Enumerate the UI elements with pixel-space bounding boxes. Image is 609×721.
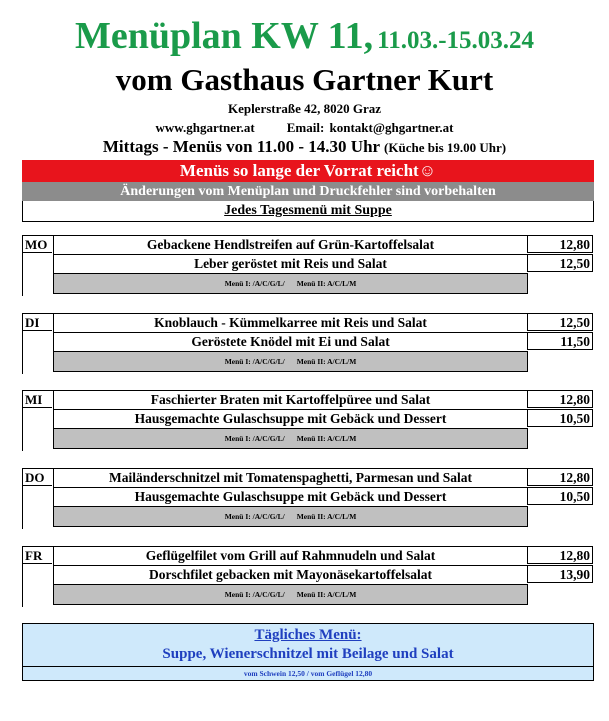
menu-price: 12,80 (527, 390, 593, 408)
allergen-info (53, 273, 528, 294)
email-link[interactable]: Email: kontakt@ghgartner.at (286, 120, 454, 135)
menu-item: Hausgemachte Gulaschsuppe mit Gebäck und Dessert (53, 487, 527, 507)
menu-item: Dorschfilet gebacken mit Mayonäsekartoffelsalat (53, 565, 527, 585)
contact-line (0, 120, 609, 136)
allergen-menu2: Menü II: A/C/L/M (296, 512, 357, 521)
menu-item: Geflügelfilet vom Grill auf Rahmnudeln und Salat (53, 546, 527, 566)
menu-price: 12,80 (527, 235, 593, 253)
allergen-menu1: Menü I: /A/C/G/L/ (224, 357, 285, 366)
menu-price: 10,50 (527, 409, 593, 427)
daily-menu-prices: vom Schwein 12,50 / vom Geflügel 12,80 (23, 666, 593, 678)
allergen-info (53, 428, 528, 449)
allergen-menu1: Menü I: /A/C/G/L/ (224, 590, 285, 599)
menu-item: Faschierter Braten mit Kartoffelpüree und Salat (53, 390, 527, 410)
day-block-fr (22, 546, 594, 608)
day-block-mi (22, 390, 594, 452)
menu-price: 10,50 (527, 487, 593, 505)
allergen-menu2: Menü II: A/C/L/M (296, 590, 357, 599)
day-block-do (22, 468, 594, 530)
menu-price: 11,50 (527, 332, 593, 350)
allergen-menu2: Menü II: A/C/L/M (296, 279, 357, 288)
day-label: MO (22, 235, 55, 296)
menu-price: 12,80 (527, 468, 593, 486)
restaurant-name: vom Gasthaus Gartner Kurt (115, 62, 494, 97)
page-title (0, 14, 609, 58)
menu-item: Knoblauch - Kümmelkarree mit Reis und Salat (53, 313, 527, 333)
allergen-menu2: Menü II: A/C/L/M (296, 357, 357, 366)
menu-item: Leber geröstet mit Reis und Salat (53, 254, 527, 274)
allergen-info (53, 506, 528, 527)
red-banner: Menüs so lange der Vorrat reicht☺ (22, 160, 594, 182)
daily-menu-text: Suppe, Wienerschnitzel mit Beilage und Salat (162, 646, 454, 662)
menu-item: Geröstete Knödel mit Ei und Salat (53, 332, 527, 352)
day-label: FR (22, 546, 55, 607)
day-label: DO (22, 468, 55, 529)
allergen-info (53, 584, 528, 605)
menu-price: 13,90 (527, 565, 593, 583)
daily-menu-heading: Tägliches Menü: (254, 627, 362, 643)
menu-price: 12,50 (527, 254, 593, 272)
day-label: DI (22, 313, 55, 374)
daily-menu-box (22, 623, 594, 681)
day-label: MI (22, 390, 55, 451)
menu-price: 12,80 (527, 546, 593, 564)
title-main: Menüplan KW 11, (74, 15, 374, 57)
day-block-mo (22, 235, 594, 297)
title-dates: 11.03.-15.03.24 (377, 27, 535, 54)
allergen-info (53, 351, 528, 372)
opening-hours (0, 137, 609, 157)
allergen-menu2: Menü II: A/C/L/M (296, 434, 357, 443)
menu-item: Gebackene Hendlstreifen auf Grün-Kartoffelsalat (53, 235, 527, 255)
allergen-menu1: Menü I: /A/C/G/L/ (224, 434, 285, 443)
kitchen-hours: (Küche bis 19.00 Uhr) (384, 140, 507, 155)
gray-banner: Änderungen vom Menüplan und Druckfehler sind vorbehalten (22, 182, 594, 201)
allergen-menu1: Menü I: /A/C/G/L/ (224, 279, 285, 288)
soup-note-text: Jedes Tagesmenü mit Suppe (224, 203, 392, 218)
menu-item: Hausgemachte Gulaschsuppe mit Gebäck und Dessert (53, 409, 527, 429)
website-link[interactable]: www.ghgartner.at (155, 120, 255, 135)
day-block-di (22, 313, 594, 375)
allergen-menu1: Menü I: /A/C/G/L/ (224, 512, 285, 521)
address: Keplerstraße 42, 8020 Graz (227, 101, 382, 116)
hours-text: Mittags - Menüs von 11.00 - 14.30 Uhr (102, 137, 380, 156)
soup-note (22, 201, 594, 222)
menu-price: 12,50 (527, 313, 593, 331)
menu-item: Mailänderschnitzel mit Tomatenspaghetti, Parmesan und Salat (53, 468, 527, 488)
